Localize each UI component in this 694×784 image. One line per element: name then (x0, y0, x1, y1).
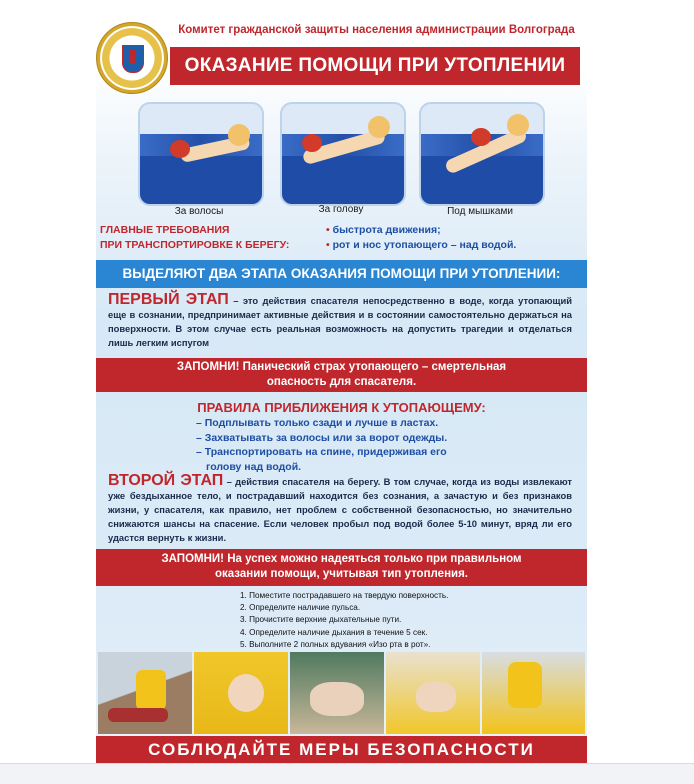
emblem-logo (96, 22, 168, 94)
rule-item: – Транспортировать на спине, придерживая его (196, 446, 447, 458)
remember-2-line2: оказании помощи, учитывая тип утопления. (214, 568, 469, 580)
caption-hair: За волосы (174, 206, 224, 217)
cpr-step: 3. Прочистите верхние дыхательные пути. (240, 615, 402, 625)
first-stage-label: ПЕРВЫЙ ЭТАП (108, 291, 229, 308)
rules-title: ПРАВИЛА ПРИБЛИЖЕНИЯ К УТОПАЮЩЕМУ: (197, 400, 486, 415)
requirements-list: • быстрота движения; • рот и нос утопающего – над водой. (326, 224, 517, 251)
rescue-illustration-hair (138, 102, 264, 206)
cpr-step: 5. Выполните 2 полных вдувания «Изо рта в рот». (240, 639, 431, 649)
requirement-item: быстрота движения; (332, 224, 441, 236)
cpr-photo-2 (194, 652, 288, 734)
requirement-item: рот и нос утопающего – над водой. (332, 239, 517, 251)
cpr-steps-list (240, 590, 540, 651)
requirements-label-line2: ПРИ ТРАНСПОРТИРОВКЕ К БЕРЕГУ: (100, 239, 290, 251)
org-name: Комитет гражданской защиты населения администрации Волгограда (178, 24, 575, 36)
second-stage-paragraph (108, 474, 572, 545)
remember-banner-1 (96, 358, 587, 392)
cpr-step: 1. Поместите пострадавшего на твердую поверхность. (240, 591, 449, 600)
cpr-photo-1 (98, 652, 192, 734)
cpr-photo-3 (290, 652, 384, 734)
cpr-photo-5 (482, 652, 585, 734)
rules-list (196, 416, 526, 474)
remember-1-line2: опасность для спасателя. (266, 376, 417, 388)
requirements-label (100, 223, 289, 253)
footer-banner: СОБЛЮДАЙТЕ МЕРЫ БЕЗОПАСНОСТИ (96, 736, 587, 763)
poster (96, 18, 587, 763)
first-stage-paragraph (108, 293, 572, 350)
viewer-bottom-bar (0, 763, 694, 784)
rule-item: – Подплывать только сзади и лучше в ластах. (196, 417, 439, 429)
first-stage-text: – это действия спасателя непосредственно в воде, когда утопающий еще в сознании, предпринимает активные действия и в состоянии самостоятельно держаться на поверхности. В этом случае есть реальная возможность на допустить трагедии и отделаться лишь легким испугом (108, 295, 572, 348)
page-title: ОКАЗАНИЕ ПОМОЩИ ПРИ УТОПЛЕНИИ (170, 47, 580, 85)
cpr-step: 2. Определите наличие пульса. (240, 603, 361, 613)
remember-2-line1: ЗАПОМНИ! На успех можно надеяться только при правильном (161, 553, 522, 565)
rescue-illustration-armpits (419, 102, 545, 206)
rule-item: – Захватывать за волосы или за ворот одежды. (196, 431, 448, 444)
second-stage-text: – действия спасателя на берегу. В том случае, когда из воды извлекают уже бездыханное тело, и пострадавший находится без сознания, а зачастую и без признаков жизни, у спасателя, как правило, нет проблем с собственной безопасностью, но значительно снижаются шансы на спасение. Если человек пробыл под водой более 5-10 минут, вряд ли его удастся вернуть к жизни. (108, 476, 572, 543)
rule-item: голову над водой. (206, 460, 302, 473)
rescue-illustration-head (280, 102, 406, 206)
remember-1-line1: ЗАПОМНИ! Панический страх утопающего – смертельная (176, 361, 507, 373)
cpr-photo-4 (386, 652, 480, 734)
second-stage-label: ВТОРОЙ ЭТАП (108, 472, 224, 489)
emblem-tower (129, 50, 135, 64)
requirements-label-line1: ГЛАВНЫЕ ТРЕБОВАНИЯ (100, 224, 230, 236)
cpr-step: 4. Определите наличие дыхания в течение 5 сек. (240, 627, 428, 637)
caption-armpits: Под мышками (447, 206, 513, 217)
stages-heading: ВЫДЕЛЯЮТ ДВА ЭТАПА ОКАЗАНИЯ ПОМОЩИ ПРИ УТОПЛЕНИИ: (96, 260, 587, 288)
caption-head: За голову (318, 204, 364, 215)
remember-banner-2 (96, 549, 587, 586)
